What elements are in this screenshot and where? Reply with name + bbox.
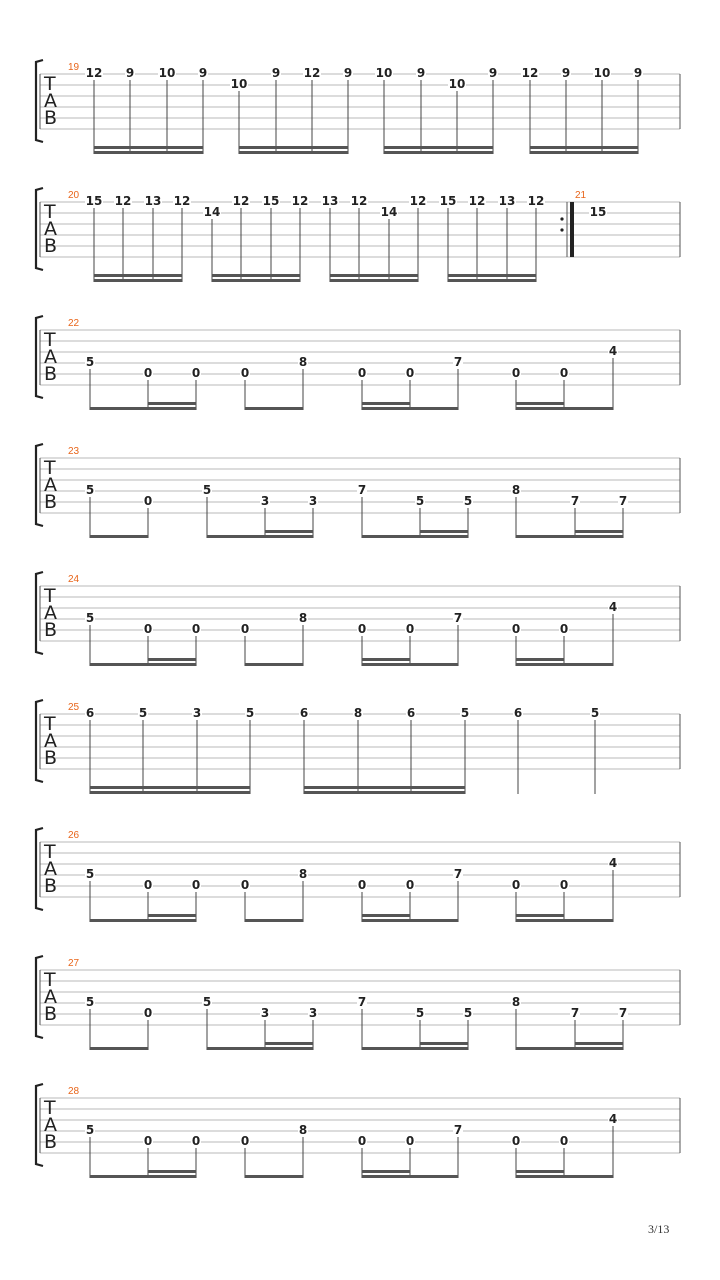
tab-clef-letter: T	[44, 585, 56, 607]
tab-system	[0, 954, 720, 1082]
fret-number: 12	[85, 66, 103, 80]
fret-number: 0	[143, 494, 153, 508]
fret-number: 12	[527, 194, 545, 208]
beam	[516, 1047, 623, 1050]
beam	[212, 279, 300, 282]
fret-number: 7	[453, 867, 463, 881]
tab-clef-letter: B	[44, 875, 58, 897]
fret-number: 9	[198, 66, 208, 80]
secondary-beam	[265, 1042, 313, 1045]
fret-number: 0	[511, 878, 521, 892]
fret-number: 0	[357, 622, 367, 636]
beam	[330, 279, 418, 282]
secondary-beam	[420, 1042, 468, 1045]
tab-clef-letter: T	[44, 73, 56, 95]
fret-number: 0	[405, 878, 415, 892]
fret-number: 14	[380, 205, 398, 219]
fret-number: 0	[143, 366, 153, 380]
bar-number: 24	[68, 574, 80, 585]
fret-number: 5	[85, 867, 95, 881]
fret-number: 0	[405, 1134, 415, 1148]
tab-clef-letter: A	[44, 218, 57, 240]
fret-number: 13	[321, 194, 339, 208]
tab-staff-svg	[0, 570, 720, 698]
beam	[448, 279, 536, 282]
fret-number: 3	[308, 494, 318, 508]
fret-number: 9	[271, 66, 281, 80]
fret-number: 0	[511, 1134, 521, 1148]
beam	[530, 151, 638, 154]
tab-clef-letter: B	[44, 747, 58, 769]
fret-number: 7	[570, 494, 580, 508]
tab-staff-svg	[0, 442, 720, 570]
fret-number: 10	[375, 66, 393, 80]
secondary-beam	[148, 914, 196, 917]
fret-number: 0	[357, 1134, 367, 1148]
fret-number: 8	[511, 995, 521, 1009]
beam	[516, 919, 613, 922]
fret-number: 3	[260, 494, 270, 508]
fret-number: 4	[608, 1112, 618, 1126]
secondary-beam	[516, 1170, 564, 1173]
fret-number: 9	[125, 66, 135, 80]
tab-clef-letter: A	[44, 602, 57, 624]
fret-number: 13	[498, 194, 516, 208]
fret-number: 9	[488, 66, 498, 80]
fret-number: 8	[298, 1123, 308, 1137]
fret-number: 9	[561, 66, 571, 80]
fret-number: 0	[143, 1006, 153, 1020]
secondary-beam	[148, 1170, 196, 1173]
tab-clef-letter: A	[44, 90, 57, 112]
repeat-dot	[560, 217, 563, 220]
fret-number: 12	[173, 194, 191, 208]
fret-number: 5	[245, 706, 255, 720]
secondary-beam	[148, 402, 196, 405]
fret-number: 9	[343, 66, 353, 80]
tab-clef-letter: A	[44, 986, 57, 1008]
tab-staff-svg	[0, 314, 720, 442]
tab-clef-letter: T	[44, 713, 56, 735]
fret-number: 7	[618, 494, 628, 508]
tab-clef-letter: T	[44, 457, 56, 479]
fret-number: 7	[453, 355, 463, 369]
beam	[245, 919, 303, 922]
fret-number: 0	[240, 622, 250, 636]
beam	[212, 274, 300, 277]
beam	[516, 407, 613, 410]
secondary-beam	[265, 530, 313, 533]
fret-number: 8	[353, 706, 363, 720]
tab-system	[0, 698, 720, 826]
fret-number: 6	[299, 706, 309, 720]
beam	[94, 274, 182, 277]
tab-clef-letter: B	[44, 1131, 58, 1153]
fret-number: 15	[85, 194, 103, 208]
fret-number: 5	[138, 706, 148, 720]
tab-clef-letter: A	[44, 474, 57, 496]
fret-number: 0	[143, 878, 153, 892]
fret-number: 5	[85, 355, 95, 369]
fret-number: 0	[511, 366, 521, 380]
fret-number: 0	[240, 878, 250, 892]
beam	[330, 274, 418, 277]
tab-clef-letter: A	[44, 730, 57, 752]
fret-number: 0	[240, 1134, 250, 1148]
beam	[362, 663, 458, 666]
bar-number: 20	[68, 190, 80, 201]
tab-system	[0, 442, 720, 570]
secondary-beam	[516, 402, 564, 405]
bar-number: 22	[68, 318, 80, 329]
beam	[362, 535, 468, 538]
beam	[362, 1175, 458, 1178]
beam	[207, 535, 313, 538]
fret-number: 10	[230, 77, 248, 91]
bar-number: 28	[68, 1086, 80, 1097]
fret-number: 10	[593, 66, 611, 80]
tab-clef-letter: A	[44, 346, 57, 368]
fret-number: 12	[468, 194, 486, 208]
fret-number: 7	[453, 1123, 463, 1137]
fret-number: 9	[633, 66, 643, 80]
fret-number: 12	[409, 194, 427, 208]
fret-number: 10	[158, 66, 176, 80]
tab-clef-letter: T	[44, 201, 56, 223]
secondary-beam	[362, 914, 410, 917]
tab-clef-letter: T	[44, 969, 56, 991]
fret-number: 5	[415, 1006, 425, 1020]
secondary-beam	[575, 530, 623, 533]
fret-number: 5	[415, 494, 425, 508]
fret-number: 8	[511, 483, 521, 497]
bar-number: 23	[68, 446, 80, 457]
beam	[94, 146, 203, 149]
fret-number: 5	[85, 483, 95, 497]
fret-number: 5	[463, 1006, 473, 1020]
fret-number: 6	[513, 706, 523, 720]
tab-clef-letter: B	[44, 235, 58, 257]
beam	[239, 146, 348, 149]
tab-clef-letter: B	[44, 1003, 58, 1025]
fret-number: 8	[298, 355, 308, 369]
tab-system	[0, 186, 720, 314]
repeat-dot	[560, 228, 563, 231]
tab-clef-letter: B	[44, 363, 58, 385]
beam	[516, 1175, 613, 1178]
tab-clef-letter: T	[44, 841, 56, 863]
fret-number: 12	[232, 194, 250, 208]
secondary-beam	[362, 658, 410, 661]
beam	[384, 146, 493, 149]
secondary-beam	[420, 530, 468, 533]
secondary-beam	[148, 658, 196, 661]
beam	[362, 407, 458, 410]
fret-number: 3	[192, 706, 202, 720]
beam	[362, 1047, 468, 1050]
fret-number: 5	[85, 611, 95, 625]
beam	[90, 1047, 148, 1050]
tab-clef-letter: A	[44, 858, 57, 880]
tab-clef-letter: B	[44, 491, 58, 513]
beam	[207, 1047, 313, 1050]
fret-number: 0	[511, 622, 521, 636]
tab-system	[0, 1082, 720, 1210]
fret-number: 5	[590, 706, 600, 720]
beam	[239, 151, 348, 154]
beam	[90, 919, 196, 922]
tab-staff-svg	[0, 698, 720, 826]
fret-number: 0	[240, 366, 250, 380]
fret-number: 0	[559, 878, 569, 892]
tab-staff-svg	[0, 186, 720, 314]
fret-number: 0	[357, 366, 367, 380]
fret-number: 8	[298, 867, 308, 881]
fret-number: 5	[85, 1123, 95, 1137]
fret-number: 0	[559, 366, 569, 380]
fret-number: 7	[357, 995, 367, 1009]
repeat-thick-bar	[570, 202, 574, 257]
beam	[245, 663, 303, 666]
fret-number: 15	[439, 194, 457, 208]
beam	[90, 786, 250, 789]
beam	[304, 791, 465, 794]
beam	[90, 535, 148, 538]
tab-staff-svg	[0, 1082, 720, 1210]
bar-number: 26	[68, 830, 80, 841]
fret-number: 3	[260, 1006, 270, 1020]
tab-clef-letter: B	[44, 619, 58, 641]
fret-number: 5	[85, 995, 95, 1009]
beam	[94, 279, 182, 282]
beam	[90, 1175, 196, 1178]
fret-number: 6	[406, 706, 416, 720]
fret-number: 6	[85, 706, 95, 720]
fret-number: 7	[570, 1006, 580, 1020]
secondary-beam	[516, 914, 564, 917]
beam	[245, 407, 303, 410]
fret-number: 12	[350, 194, 368, 208]
fret-number: 10	[448, 77, 466, 91]
secondary-beam	[362, 402, 410, 405]
beam	[530, 146, 638, 149]
fret-number: 4	[608, 600, 618, 614]
tab-system	[0, 826, 720, 954]
tab-system	[0, 58, 720, 186]
tab-system	[0, 314, 720, 442]
fret-number: 5	[202, 995, 212, 1009]
fret-number: 13	[144, 194, 162, 208]
beam	[384, 151, 493, 154]
fret-number: 14	[203, 205, 221, 219]
fret-number: 5	[202, 483, 212, 497]
fret-number: 9	[416, 66, 426, 80]
fret-number: 0	[191, 366, 201, 380]
beam	[90, 791, 250, 794]
fret-number: 0	[191, 622, 201, 636]
tab-clef-letter: T	[44, 329, 56, 351]
fret-number: 0	[357, 878, 367, 892]
tab-staff-svg	[0, 954, 720, 1082]
tab-clef-letter: T	[44, 1097, 56, 1119]
bar-number: 25	[68, 702, 80, 713]
fret-number: 5	[463, 494, 473, 508]
fret-number: 0	[559, 1134, 569, 1148]
secondary-beam	[362, 1170, 410, 1173]
fret-number: 15	[589, 205, 607, 219]
fret-number: 7	[453, 611, 463, 625]
fret-number: 7	[357, 483, 367, 497]
tab-system	[0, 570, 720, 698]
tab-clef-letter: B	[44, 107, 58, 129]
page-number: 3/13	[648, 1222, 670, 1236]
fret-number: 12	[521, 66, 539, 80]
fret-number: 0	[405, 622, 415, 636]
fret-number: 12	[291, 194, 309, 208]
fret-number: 5	[460, 706, 470, 720]
beam	[94, 151, 203, 154]
secondary-beam	[575, 1042, 623, 1045]
fret-number: 7	[618, 1006, 628, 1020]
fret-number: 12	[114, 194, 132, 208]
fret-number: 0	[405, 366, 415, 380]
beam	[304, 786, 465, 789]
secondary-beam	[516, 658, 564, 661]
tab-staff-svg	[0, 58, 720, 186]
beam	[90, 407, 196, 410]
fret-number: 15	[262, 194, 280, 208]
fret-number: 0	[559, 622, 569, 636]
fret-number: 0	[143, 1134, 153, 1148]
tab-staff-svg	[0, 826, 720, 954]
tab-clef-letter: A	[44, 1114, 57, 1136]
fret-number: 3	[308, 1006, 318, 1020]
fret-number: 0	[191, 878, 201, 892]
fret-number: 4	[608, 344, 618, 358]
beam	[362, 919, 458, 922]
beam	[516, 663, 613, 666]
fret-number: 4	[608, 856, 618, 870]
beam	[448, 274, 536, 277]
bar-number: 21	[575, 190, 587, 201]
fret-number: 8	[298, 611, 308, 625]
bar-number: 19	[68, 62, 80, 73]
fret-number: 0	[191, 1134, 201, 1148]
fret-number: 12	[303, 66, 321, 80]
beam	[245, 1175, 303, 1178]
beam	[516, 535, 623, 538]
beam	[90, 663, 196, 666]
fret-number: 0	[143, 622, 153, 636]
bar-number: 27	[68, 958, 80, 969]
